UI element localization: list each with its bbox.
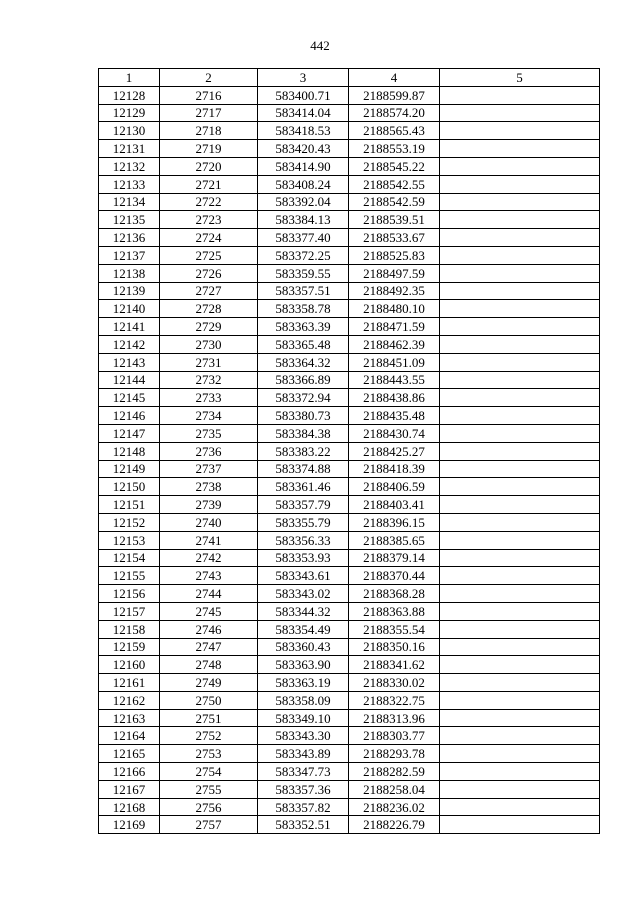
table-row bbox=[99, 638, 600, 656]
table-cell: 2716 bbox=[160, 86, 258, 104]
table-cell: 583374.88 bbox=[258, 460, 349, 478]
page-number: 442 bbox=[310, 38, 330, 53]
table-cell bbox=[440, 282, 600, 300]
table-cell: 2740 bbox=[160, 513, 258, 531]
table-cell: 12155 bbox=[99, 567, 160, 585]
table-cell bbox=[440, 709, 600, 727]
table-cell bbox=[440, 264, 600, 282]
table-cell: 583414.90 bbox=[258, 157, 349, 175]
table-cell: 12163 bbox=[99, 709, 160, 727]
table-cell: 583383.22 bbox=[258, 442, 349, 460]
table-cell bbox=[440, 638, 600, 656]
header-cell: 2 bbox=[160, 69, 258, 87]
table-row bbox=[99, 549, 600, 567]
table-cell: 2188471.59 bbox=[349, 318, 440, 336]
table-cell: 2188435.48 bbox=[349, 407, 440, 425]
header-cell: 3 bbox=[258, 69, 349, 87]
table-cell: 2721 bbox=[160, 175, 258, 193]
table-row bbox=[99, 424, 600, 442]
table-cell: 2188396.15 bbox=[349, 513, 440, 531]
table-cell bbox=[440, 371, 600, 389]
table-cell: 12166 bbox=[99, 763, 160, 781]
table-cell: 2724 bbox=[160, 229, 258, 247]
table-cell: 2188462.39 bbox=[349, 335, 440, 353]
table-cell: 2728 bbox=[160, 300, 258, 318]
table-cell: 2188443.55 bbox=[349, 371, 440, 389]
table-cell: 2717 bbox=[160, 104, 258, 122]
table-cell: 2188545.22 bbox=[349, 157, 440, 175]
table-row bbox=[99, 264, 600, 282]
table-cell: 2188236.02 bbox=[349, 798, 440, 816]
table-cell bbox=[440, 300, 600, 318]
table-cell bbox=[440, 175, 600, 193]
table-cell: 583354.49 bbox=[258, 620, 349, 638]
table-cell: 2188226.79 bbox=[349, 816, 440, 834]
table-cell: 2188370.44 bbox=[349, 567, 440, 585]
table-cell: 2188293.78 bbox=[349, 745, 440, 763]
table-row bbox=[99, 122, 600, 140]
table-row bbox=[99, 246, 600, 264]
table-cell: 12159 bbox=[99, 638, 160, 656]
table-cell: 583392.04 bbox=[258, 193, 349, 211]
table-cell: 2733 bbox=[160, 389, 258, 407]
table-cell: 12129 bbox=[99, 104, 160, 122]
table-cell: 2737 bbox=[160, 460, 258, 478]
table-cell: 12156 bbox=[99, 585, 160, 603]
table-cell: 2188438.86 bbox=[349, 389, 440, 407]
table-cell: 583358.78 bbox=[258, 300, 349, 318]
table-cell: 2750 bbox=[160, 691, 258, 709]
table-row bbox=[99, 691, 600, 709]
table-cell bbox=[440, 620, 600, 638]
table-cell: 12136 bbox=[99, 229, 160, 247]
table-row bbox=[99, 86, 600, 104]
table-cell: 2736 bbox=[160, 442, 258, 460]
table-cell: 2188355.54 bbox=[349, 620, 440, 638]
table-cell: 2741 bbox=[160, 531, 258, 549]
table-cell: 583384.13 bbox=[258, 211, 349, 229]
table-cell: 2188451.09 bbox=[349, 353, 440, 371]
table-cell: 2188430.74 bbox=[349, 424, 440, 442]
table-cell: 12142 bbox=[99, 335, 160, 353]
table-cell: 2188480.10 bbox=[349, 300, 440, 318]
table-cell: 2749 bbox=[160, 674, 258, 692]
table-cell: 12162 bbox=[99, 691, 160, 709]
table-cell: 2744 bbox=[160, 585, 258, 603]
table-cell: 2188533.67 bbox=[349, 229, 440, 247]
table-cell: 583408.24 bbox=[258, 175, 349, 193]
table-row bbox=[99, 300, 600, 318]
table-cell: 583357.82 bbox=[258, 798, 349, 816]
table-cell: 583384.38 bbox=[258, 424, 349, 442]
table-cell bbox=[440, 460, 600, 478]
table-cell: 2188282.59 bbox=[349, 763, 440, 781]
table-row bbox=[99, 763, 600, 781]
table-cell: 583420.43 bbox=[258, 140, 349, 158]
table-cell: 12157 bbox=[99, 602, 160, 620]
table-cell: 2188403.41 bbox=[349, 496, 440, 514]
table-cell: 2752 bbox=[160, 727, 258, 745]
table-cell bbox=[440, 585, 600, 603]
table-cell bbox=[440, 674, 600, 692]
table-cell bbox=[440, 229, 600, 247]
table-row bbox=[99, 104, 600, 122]
table-row bbox=[99, 656, 600, 674]
table-cell: 583355.79 bbox=[258, 513, 349, 531]
table-cell: 12167 bbox=[99, 780, 160, 798]
table-row bbox=[99, 620, 600, 638]
table-cell: 2739 bbox=[160, 496, 258, 514]
table-cell: 2188497.59 bbox=[349, 264, 440, 282]
table-cell bbox=[440, 549, 600, 567]
table-cell: 12153 bbox=[99, 531, 160, 549]
table-cell: 12131 bbox=[99, 140, 160, 158]
table-cell: 12145 bbox=[99, 389, 160, 407]
table-row bbox=[99, 211, 600, 229]
table-cell: 2729 bbox=[160, 318, 258, 336]
table-row bbox=[99, 709, 600, 727]
table-row bbox=[99, 674, 600, 692]
table-cell: 12130 bbox=[99, 122, 160, 140]
table-cell: 2188542.59 bbox=[349, 193, 440, 211]
table-cell: 2730 bbox=[160, 335, 258, 353]
table-cell: 2718 bbox=[160, 122, 258, 140]
table-row bbox=[99, 460, 600, 478]
table-cell bbox=[440, 798, 600, 816]
table-cell: 12132 bbox=[99, 157, 160, 175]
table-cell: 2735 bbox=[160, 424, 258, 442]
table-cell: 2734 bbox=[160, 407, 258, 425]
table-cell: 2188525.83 bbox=[349, 246, 440, 264]
table-cell bbox=[440, 389, 600, 407]
table-cell: 583372.94 bbox=[258, 389, 349, 407]
table-cell: 12146 bbox=[99, 407, 160, 425]
table-row bbox=[99, 157, 600, 175]
table-cell: 12141 bbox=[99, 318, 160, 336]
table-row bbox=[99, 140, 600, 158]
table-cell: 2746 bbox=[160, 620, 258, 638]
table-cell: 583380.73 bbox=[258, 407, 349, 425]
table-cell: 2188418.39 bbox=[349, 460, 440, 478]
table-cell: 2188492.35 bbox=[349, 282, 440, 300]
table-cell: 583366.89 bbox=[258, 371, 349, 389]
table-cell bbox=[440, 335, 600, 353]
table-row bbox=[99, 496, 600, 514]
table-cell: 583364.32 bbox=[258, 353, 349, 371]
table-cell: 12137 bbox=[99, 246, 160, 264]
table-row bbox=[99, 727, 600, 745]
table-cell: 583347.73 bbox=[258, 763, 349, 781]
table-cell: 12152 bbox=[99, 513, 160, 531]
table-cell: 2188553.19 bbox=[349, 140, 440, 158]
table-cell: 12150 bbox=[99, 478, 160, 496]
table-cell: 2748 bbox=[160, 656, 258, 674]
table-cell bbox=[440, 140, 600, 158]
table-row bbox=[99, 389, 600, 407]
table-row bbox=[99, 798, 600, 816]
table-cell: 583361.46 bbox=[258, 478, 349, 496]
table-cell: 2188258.04 bbox=[349, 780, 440, 798]
table-row bbox=[99, 229, 600, 247]
table-cell: 12161 bbox=[99, 674, 160, 692]
table-row bbox=[99, 780, 600, 798]
table-cell: 12148 bbox=[99, 442, 160, 460]
table-cell bbox=[440, 691, 600, 709]
table-row bbox=[99, 193, 600, 211]
table-cell: 12135 bbox=[99, 211, 160, 229]
table-cell bbox=[440, 86, 600, 104]
table-cell: 583344.32 bbox=[258, 602, 349, 620]
table-cell: 2188330.02 bbox=[349, 674, 440, 692]
table-cell: 583343.61 bbox=[258, 567, 349, 585]
table-cell: 12133 bbox=[99, 175, 160, 193]
table-cell: 583357.36 bbox=[258, 780, 349, 798]
table-cell bbox=[440, 424, 600, 442]
table-cell: 583363.90 bbox=[258, 656, 349, 674]
table-cell: 2751 bbox=[160, 709, 258, 727]
table-cell: 583356.33 bbox=[258, 531, 349, 549]
table-row bbox=[99, 567, 600, 585]
table-cell bbox=[440, 496, 600, 514]
table-cell: 12139 bbox=[99, 282, 160, 300]
table-cell: 583418.53 bbox=[258, 122, 349, 140]
table-cell: 12169 bbox=[99, 816, 160, 834]
table-cell: 583358.09 bbox=[258, 691, 349, 709]
table-cell: 12154 bbox=[99, 549, 160, 567]
table-cell bbox=[440, 407, 600, 425]
table-cell bbox=[440, 727, 600, 745]
table-cell: 583352.51 bbox=[258, 816, 349, 834]
table-cell bbox=[440, 780, 600, 798]
table-cell: 2188368.28 bbox=[349, 585, 440, 603]
table-row bbox=[99, 407, 600, 425]
table-cell: 2747 bbox=[160, 638, 258, 656]
table-cell: 12128 bbox=[99, 86, 160, 104]
table-cell: 583372.25 bbox=[258, 246, 349, 264]
table-cell: 2743 bbox=[160, 567, 258, 585]
table-cell: 2738 bbox=[160, 478, 258, 496]
table-cell: 2731 bbox=[160, 353, 258, 371]
table-cell: 12165 bbox=[99, 745, 160, 763]
table-cell: 583349.10 bbox=[258, 709, 349, 727]
table-row bbox=[99, 816, 600, 834]
table-cell: 583353.93 bbox=[258, 549, 349, 567]
table-row bbox=[99, 602, 600, 620]
table-row bbox=[99, 282, 600, 300]
table-row bbox=[99, 585, 600, 603]
table-cell bbox=[440, 656, 600, 674]
table-cell: 583357.51 bbox=[258, 282, 349, 300]
table-cell: 2720 bbox=[160, 157, 258, 175]
table-cell: 583357.79 bbox=[258, 496, 349, 514]
table-cell: 12134 bbox=[99, 193, 160, 211]
table-cell: 2719 bbox=[160, 140, 258, 158]
table-cell bbox=[440, 122, 600, 140]
table-cell: 2726 bbox=[160, 264, 258, 282]
table-cell: 12144 bbox=[99, 371, 160, 389]
table-cell: 2754 bbox=[160, 763, 258, 781]
table-cell: 2727 bbox=[160, 282, 258, 300]
table-cell: 12143 bbox=[99, 353, 160, 371]
table-row bbox=[99, 371, 600, 389]
table-cell: 2755 bbox=[160, 780, 258, 798]
table-cell: 2188425.27 bbox=[349, 442, 440, 460]
table-cell: 2188322.75 bbox=[349, 691, 440, 709]
table-cell: 2188379.14 bbox=[349, 549, 440, 567]
table-cell bbox=[440, 442, 600, 460]
table-cell bbox=[440, 567, 600, 585]
table-row bbox=[99, 353, 600, 371]
table-cell: 2188303.77 bbox=[349, 727, 440, 745]
table-cell: 2188385.65 bbox=[349, 531, 440, 549]
table-cell bbox=[440, 531, 600, 549]
table-cell: 583400.71 bbox=[258, 86, 349, 104]
header-cell: 1 bbox=[99, 69, 160, 87]
table-cell bbox=[440, 318, 600, 336]
table-cell: 583343.30 bbox=[258, 727, 349, 745]
table-row bbox=[99, 318, 600, 336]
table-cell: 2188539.51 bbox=[349, 211, 440, 229]
table-header-row bbox=[99, 69, 600, 87]
table-cell: 583377.40 bbox=[258, 229, 349, 247]
table-cell: 2742 bbox=[160, 549, 258, 567]
table-cell: 2757 bbox=[160, 816, 258, 834]
table-row bbox=[99, 175, 600, 193]
table-cell bbox=[440, 193, 600, 211]
table-cell: 583365.48 bbox=[258, 335, 349, 353]
table-cell bbox=[440, 745, 600, 763]
table-cell bbox=[440, 353, 600, 371]
table-row bbox=[99, 531, 600, 549]
table-cell bbox=[440, 104, 600, 122]
table-cell: 12140 bbox=[99, 300, 160, 318]
table-cell: 12151 bbox=[99, 496, 160, 514]
table-cell: 12149 bbox=[99, 460, 160, 478]
table-cell: 2188565.43 bbox=[349, 122, 440, 140]
table-cell: 583343.89 bbox=[258, 745, 349, 763]
table-body bbox=[99, 86, 600, 833]
table-row bbox=[99, 478, 600, 496]
table-row bbox=[99, 513, 600, 531]
table-row bbox=[99, 442, 600, 460]
table-cell: 2732 bbox=[160, 371, 258, 389]
coordinates-table bbox=[98, 68, 600, 834]
table-cell bbox=[440, 211, 600, 229]
table-cell bbox=[440, 246, 600, 264]
table-cell: 2188341.62 bbox=[349, 656, 440, 674]
table-cell: 12138 bbox=[99, 264, 160, 282]
table-cell: 2188406.59 bbox=[349, 478, 440, 496]
table-cell bbox=[440, 816, 600, 834]
table-cell: 12164 bbox=[99, 727, 160, 745]
table-cell: 2188599.87 bbox=[349, 86, 440, 104]
table-cell: 583363.39 bbox=[258, 318, 349, 336]
table-cell: 12158 bbox=[99, 620, 160, 638]
table-cell: 583414.04 bbox=[258, 104, 349, 122]
table-cell bbox=[440, 478, 600, 496]
table-cell bbox=[440, 157, 600, 175]
table-cell: 2188363.88 bbox=[349, 602, 440, 620]
table-cell: 583360.43 bbox=[258, 638, 349, 656]
table-row bbox=[99, 335, 600, 353]
table-cell: 2745 bbox=[160, 602, 258, 620]
table-cell bbox=[440, 513, 600, 531]
table-cell bbox=[440, 602, 600, 620]
table-cell: 2725 bbox=[160, 246, 258, 264]
table-cell: 2188313.96 bbox=[349, 709, 440, 727]
table-cell: 583343.02 bbox=[258, 585, 349, 603]
table-cell: 2722 bbox=[160, 193, 258, 211]
table-cell: 12168 bbox=[99, 798, 160, 816]
table-cell bbox=[440, 763, 600, 781]
table-cell: 2188350.16 bbox=[349, 638, 440, 656]
table-row bbox=[99, 745, 600, 763]
header-cell: 5 bbox=[440, 69, 600, 87]
table-cell: 12147 bbox=[99, 424, 160, 442]
header-cell: 4 bbox=[349, 69, 440, 87]
table-cell: 12160 bbox=[99, 656, 160, 674]
table-cell: 2753 bbox=[160, 745, 258, 763]
table-cell: 2188542.55 bbox=[349, 175, 440, 193]
table-cell: 2756 bbox=[160, 798, 258, 816]
table-cell: 2188574.20 bbox=[349, 104, 440, 122]
table-cell: 2723 bbox=[160, 211, 258, 229]
table-cell: 583359.55 bbox=[258, 264, 349, 282]
table-cell: 583363.19 bbox=[258, 674, 349, 692]
